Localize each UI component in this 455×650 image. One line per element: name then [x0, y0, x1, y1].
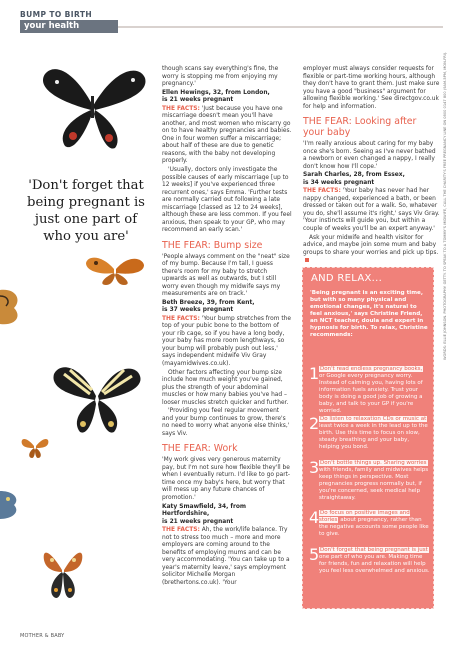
- body-paragraph: Ask your midwife and health visitor for advice, and maybe join some mum and baby groups to share your worries and pick up tips.: [303, 234, 439, 256]
- patterned-butterfly-illustration: [42, 540, 84, 602]
- tip-number: 2: [309, 414, 320, 433]
- facts-text: 'Your baby has never had her nappy changed, experienced a bath, or been dressed or taken out for a walk. So, whatever you do, she'll assume it's right,' says Viv Gray. 'Your instincts will guide you, but within a couple of weeks you'll be an expert anyway.': [303, 188, 440, 232]
- tip-lead: Don't bottle things up. Sharing worries: [320, 460, 427, 466]
- interviewee-weeks: is 34 weeks pregnant: [303, 179, 375, 186]
- end-mark-icon: [305, 258, 309, 262]
- article-column-1: [162, 66, 292, 588]
- swallowtail-butterfly-illustration: [50, 360, 145, 438]
- fear-heading-looking-after-baby: THE FEAR: Looking after your baby: [303, 116, 417, 138]
- fear-heading-bump-size: THE FEAR: Bump size: [162, 239, 263, 251]
- interviewee-name: Katy Smawfield, 34, from Hertfordshire,: [162, 503, 247, 517]
- tip-lead: Do listen to relaxation CDs or music at: [320, 416, 427, 422]
- tip-lead: Do focus on positive images and stories: [319, 510, 410, 523]
- body-paragraph: Other factors affecting your bump size include how much weight you've gained, plus the strength of your abdominal muscles or how many babies you've had – looser muscles stretch quicker and further.: [162, 369, 289, 406]
- body-paragraph: though scans say everything's fine, the worry is stopping me from enjoying my pregnancy.': [162, 66, 279, 87]
- pull-quote: 'Don't forget that being pregnant is just one part of who you are': [27, 178, 145, 244]
- tip-text: or Google every pregnancy worry. Instead of calming you, having lots of information fuels anxiety. Trust your body is doing a good job of growing a baby, and talk to your GP if you're worried.: [319, 373, 423, 414]
- facts-text: 'Your bump stretches from the top of your pubic bone to the bottom of your rib cage, so if you have a long body, your baby has more room lengthways, so your bump will probably push out less,' says independent midwife Viv Gray (mayamidwives.co.uk).: [162, 315, 292, 367]
- relax-title: AND RELAX...: [311, 273, 383, 284]
- small-butterfly-illustration: [20, 434, 50, 460]
- fear-heading-work: THE FEAR: Work: [162, 443, 238, 455]
- body-paragraph: 'My work gives very generous maternity pay, but I'm not sure how flexible they'll be when I eventually return. I'd like to go part-time once my baby's here, but worry that will mess up any future chances of promotion.': [162, 457, 291, 501]
- section-title-bar: [20, 20, 118, 33]
- tip-number: 1: [309, 364, 320, 383]
- large-butterfly-illustration: [35, 62, 150, 154]
- body-paragraph: 'I'm really anxious about caring for my baby once she's born. Seeing as I've never bathed a newborn or even changed a nappy, I really don't know how I'll cope.': [303, 141, 436, 170]
- facts-text: Ah, the work/life balance. Try not to stress too much – more and more employers are coming around to the benefits of employing mums and can be very accommodating. 'You can take up to a year's maternity leave,' says employment solicitor Michelle Morgan (brethertons.co.uk). 'Your: [162, 527, 290, 586]
- body-paragraph: 'People always comment on the "neat" size of my bump. Because I'm tall, I guess there's room for my baby to stretch upwards as well as outwards, but I still worry even though my midwife says my measurements are on track.': [162, 253, 290, 298]
- interviewee-name: Sarah Charles, 28, from Essex,: [303, 172, 405, 179]
- blue-edge-butterfly-illustration: [0, 489, 22, 521]
- edge-butterfly-illustration: [0, 284, 24, 330]
- interviewee-name: Ellen Hewings, 32, from London,: [162, 89, 270, 96]
- facts-label: THE FACTS:: [303, 188, 341, 195]
- body-paragraph: employer must always consider requests for flexible or part-time working hours, although they don't have to grant them. Just make sure you have a good "business" argument for allowing flexible working.' See directgov.co.uk for help and information.: [303, 66, 440, 110]
- header-rule: [118, 26, 443, 28]
- interviewee-weeks: is 37 weeks pregnant: [162, 307, 234, 314]
- tip-lead: Don't forget that being pregnant is just: [320, 547, 428, 553]
- interviewee-weeks: is 21 weeks pregnant: [162, 97, 234, 104]
- section-label: BUMP TO BIRTH: [20, 10, 93, 19]
- tip-lead: Don't read endless pregnancy books,: [320, 366, 423, 372]
- tip-number: 5: [309, 545, 320, 564]
- facts-label: THE FACTS:: [162, 315, 200, 322]
- facts-label: THE FACTS:: [162, 105, 200, 112]
- interviewee-name: Beth Breeze, 39, from Kent,: [162, 299, 255, 306]
- magazine-footer: MOTHER & BABY: [20, 633, 65, 639]
- photo-credit: WORDS: ELLIE JOHNSON. PHOTOGRAPHY: GETTY. TO SPEAK TO A TOMMY'S MIDWIFE, CALL THE CHARITY'S FREE PREGNANCY LINE ON 0800 0147 800 (9AM-5PM, MON-FRI).: [443, 51, 447, 360]
- tip-number: 3: [309, 458, 320, 477]
- article-column-2: [303, 66, 440, 266]
- orange-butterfly-illustration: [84, 253, 146, 287]
- tip-text: about pregnancy, rather than the negative accounts some people like to give.: [319, 517, 429, 537]
- body-paragraph: 'Providing you feel regular movement and your bump continues to grow, there's no need to worry what anyone else thinks,' says Viv.: [162, 408, 290, 437]
- facts-label: THE FACTS:: [162, 527, 200, 534]
- and-relax-box: [302, 267, 434, 609]
- body-paragraph: 'Usually, doctors only investigate the possible causes of early miscarriage [up to 12 weeks] if you've experienced three recurrent ones,' says Emma. 'Further tests are normally carried out following a late miscarriage [classed as 12 to 24 weeks], although these are less common. If you feel anxious, then speak to your GP, who may recommend an early scan.': [162, 167, 292, 234]
- section-title: your health: [24, 21, 80, 31]
- relax-intro: 'Being pregnant is an exciting time, but with so many physical and emotional changes, it's natural to feel anxious,' says Christine Friend, an NCT teacher, doula and expert in hypnosis for birth. To relax, Christine recommends:: [310, 290, 428, 338]
- tip-text: with friends, family and midwives helps keep things in perspective. Most pregnancies progress normally but, if you're concerned, seek medical help straightaway.: [319, 467, 429, 501]
- tip-number: 4: [309, 508, 320, 527]
- facts-text: 'Just because you have one miscarriage doesn't mean you'll have another, and most women who miscarry go on to have healthy pregnancies and babies. One in four women suffer a miscarriage; about half of these are due to genetic reasons, with the baby not developing properly.: [162, 105, 292, 165]
- tip-text: one part of who you are. Making time for friends, fun and relaxation will help you feel less overwhelmed and anxious.: [319, 554, 430, 574]
- interviewee-weeks: is 21 weeks pregnant: [162, 518, 234, 525]
- tip-text: least twice a week in the lead up to the birth. Use this time to focus on slow, steady breathing and your baby, helping you bond.: [319, 423, 428, 450]
